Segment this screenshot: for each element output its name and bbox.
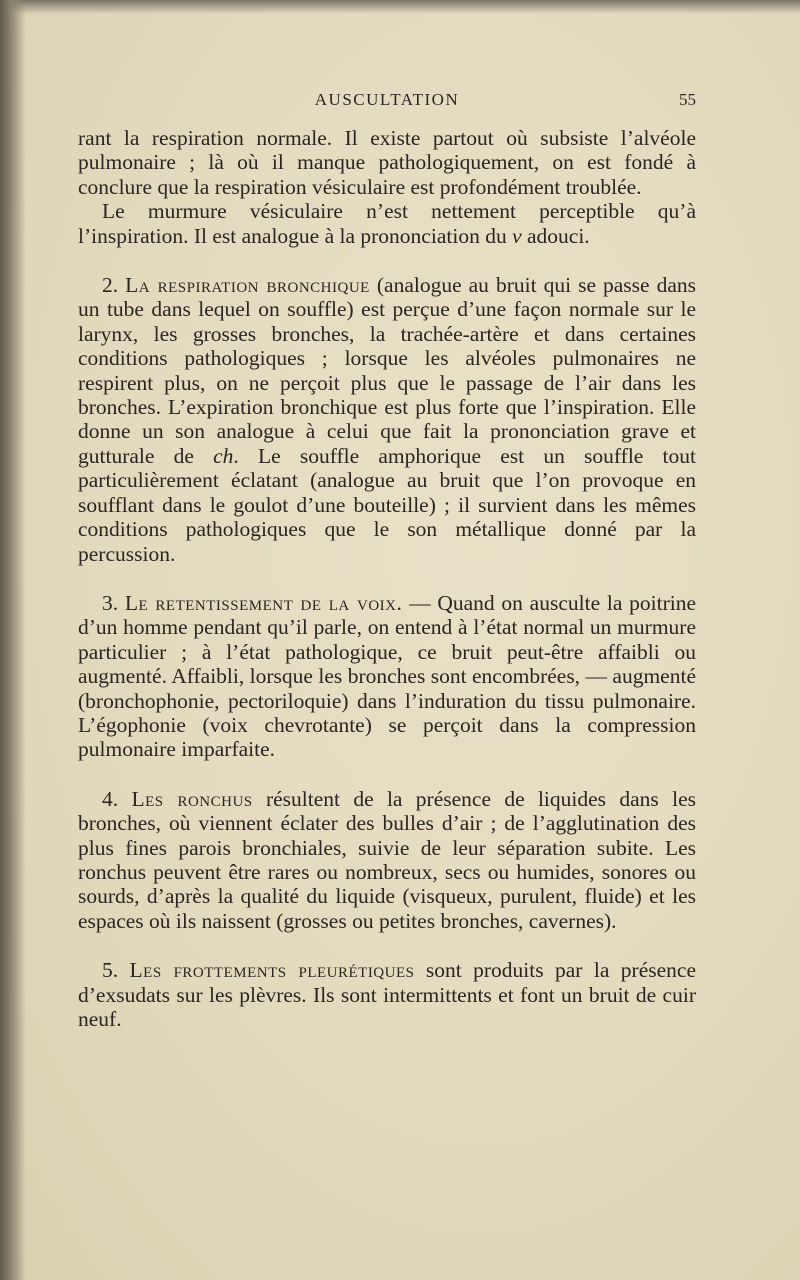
italic-letter: v bbox=[512, 223, 522, 248]
section-heading: Le retentissement de la voix. bbox=[124, 590, 403, 615]
section-number: 3. bbox=[102, 590, 119, 615]
section-number: 5. bbox=[102, 958, 119, 983]
paragraph-text: — Quand on ausculte la poitrine d’un homme pendant qu’il parle, on entend à l’état normal un murmure particulier ; à l’état pathologique, ce bruit peut-être affaibli ou augmenté. Affaibli, lorsque les bronches sont encombrées, — augmenté (bronchophonie, pectoriloquie) dans l’induration du tissu pulmonaire. L’égophonie (voix chevrotante) se perçoit dans la compression pulmonaire imparfaite. bbox=[78, 590, 697, 762]
paragraph-text: Le murmure vésiculaire n’est nettement perceptible qu’à l’inspiration. Il est analogue à la prononciation du bbox=[78, 199, 696, 248]
section-heading: Les frottements pleurétiques bbox=[129, 958, 415, 983]
section-3-retentissement-voix bbox=[78, 591, 696, 762]
page-binding-edge bbox=[0, 0, 26, 1280]
page-number: 55 bbox=[679, 90, 696, 109]
page-top-shadow bbox=[0, 0, 800, 14]
paragraph-text: résultent de la présence de liquides dans les bronches, où viennent éclater des bulles d’air ; de l’agglutination des plus fines parois bronchiales, suivie de leur séparation subite. Les ronchus peuvent être rares ou nombreux, secs ou humides, sonores ou sourds, d’après la qualité du liquide (visqueux, purulent, fluide) et les espaces où ils naissent (grosses ou petites bronches, cavernes). bbox=[78, 786, 696, 933]
section-2-respiration-bronchique bbox=[78, 273, 696, 566]
italic-letters: ch bbox=[213, 443, 234, 468]
paragraph-text: sont produits par la présence d’exsudats sur les plèvres. Ils sont intermittents et font un bruit de cuir neuf. bbox=[78, 958, 696, 1031]
section-heading: La respiration bronchique bbox=[125, 273, 370, 298]
running-head-title: AUSCULTATION bbox=[314, 90, 460, 109]
paragraph-text-end: . Le souffle amphorique est un souffle tout particulièrement éclatant (analogue au bruit que l’on provoque en soufflant dans le goulot d’une bouteille) ; il survient dans les mêmes conditions pathologiques que le son métallique donné par la percussion. bbox=[78, 443, 696, 566]
body-text bbox=[78, 126, 696, 1031]
paragraph-text: rant la respiration normale. Il existe partout où subsiste l’alvéole pulmonaire ; là où il manque pathologiquement, on est fondé à conclure que la respiration vésiculaire est profondément troublée. bbox=[78, 126, 696, 199]
paragraph-text-end: adouci. bbox=[521, 223, 590, 248]
paragraph-murmure bbox=[78, 199, 696, 248]
section-5-frottements bbox=[78, 958, 696, 1031]
running-head bbox=[78, 90, 696, 114]
paragraph-text: (analogue au bruit qui se passe dans un tube dans lequel on souffle) est perçue d’une façon normale sur le larynx, les grosses bronches, la trachée-artère et dans certaines conditions pathologiques ; lorsque les alvéoles pulmonaires ne respirent plus, on ne perçoit plus que le passage de l’air dans les bronches. L’expiration bronchique est plus forte que l’inspiration. Elle donne un son analogue à celui que fait la prononciation grave et gutturale de bbox=[78, 273, 696, 468]
section-heading: Les ronchus bbox=[131, 786, 253, 811]
section-4-ronchus bbox=[78, 787, 696, 933]
section-number: 2. bbox=[102, 273, 119, 298]
paragraph-continuation bbox=[78, 126, 696, 199]
section-number: 4. bbox=[102, 786, 119, 811]
